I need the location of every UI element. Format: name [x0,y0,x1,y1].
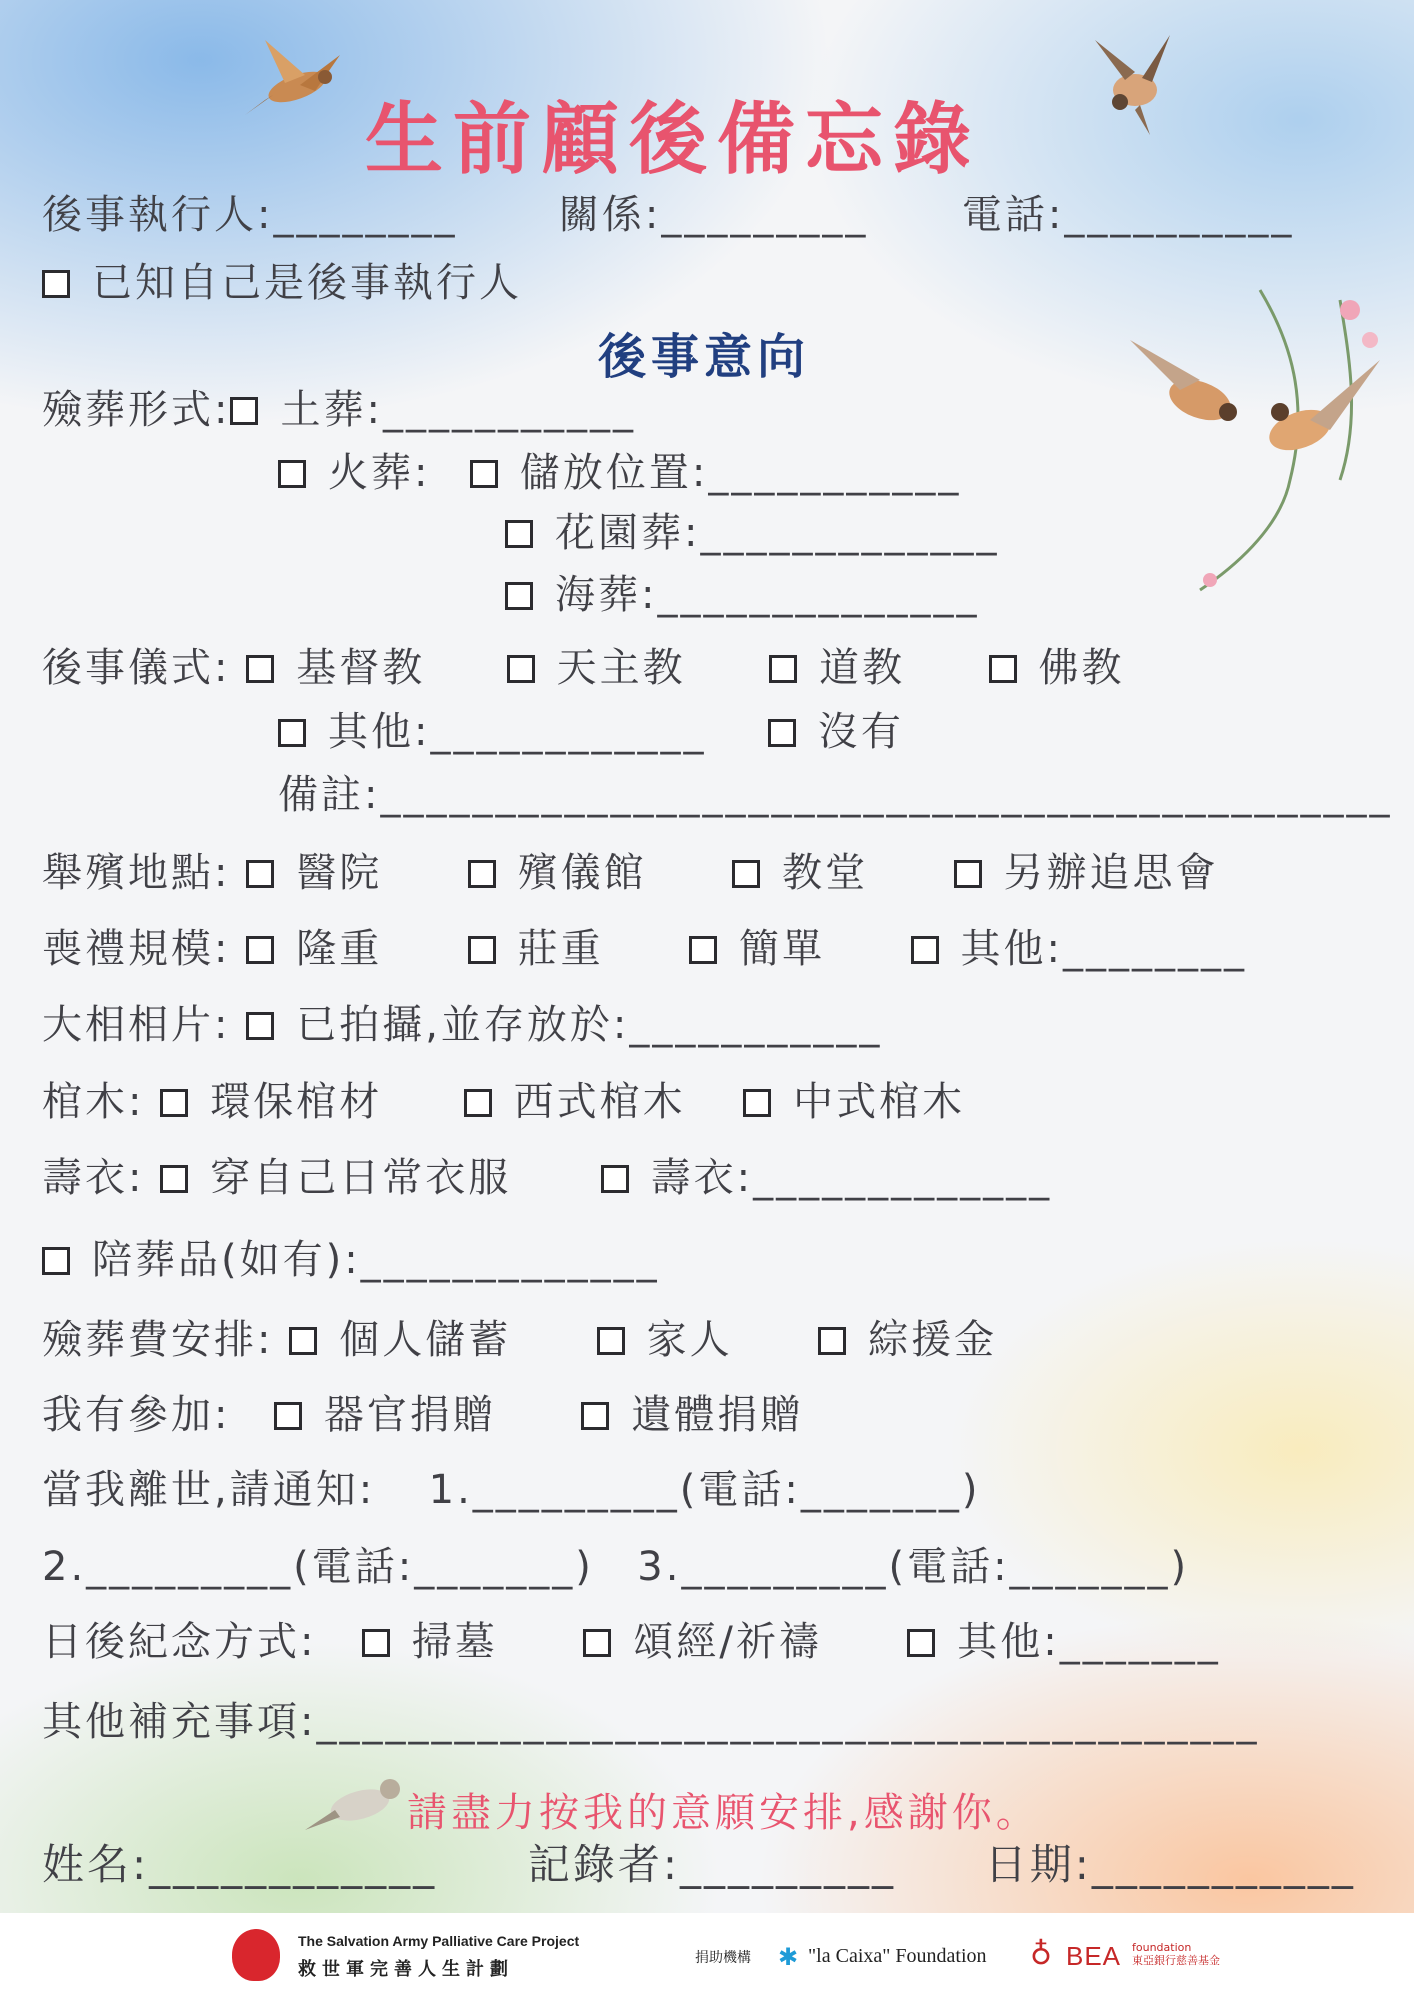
storage-field[interactable]: 儲放位置:___________ [519,450,962,496]
hospital-checkbox[interactable] [246,860,274,888]
birds-and-flowers-illustration [1110,280,1410,600]
coffin-row [42,1077,965,1127]
chinese-coffin-checkbox[interactable] [743,1089,771,1117]
christian-checkbox[interactable] [246,655,274,683]
catholic-label: 天主教 [556,645,686,691]
notify-contact-3[interactable]: 3._________(電話:_______) [637,1544,1190,1590]
memorial-service-label: 另辦追思會 [1003,850,1219,896]
grave-goods-row [42,1235,660,1285]
signature-row [42,1840,1356,1890]
ceremony-remark-row [278,770,1392,820]
flying-bird-right-illustration [1080,30,1180,140]
executor-row [42,190,1294,240]
prayer-label: 頌經/祈禱 [633,1619,822,1665]
cremation-row [278,448,961,498]
storage-checkbox[interactable] [470,460,498,488]
church-label: 教堂 [782,850,869,896]
taoist-label: 道教 [819,645,906,691]
notify-row [42,1465,981,1515]
supplement-field[interactable]: 其他補充事項:_________________________________________ [42,1699,1260,1745]
org-name-en: The Salvation Army Palliative Care Project [298,1933,580,1949]
grave-goods-checkbox[interactable] [42,1247,70,1275]
ceremony-none-label: 沒有 [817,709,904,755]
recorder-field[interactable]: 記錄者:_________ [527,1840,897,1889]
flying-bird-left-illustration [245,25,350,125]
notify-contact-1[interactable]: 1._________(電話:_______) [428,1467,981,1513]
venue-label: 舉殯地點: [42,850,231,896]
executor-aware-label: 已知自己是後事執行人 [92,260,522,306]
la-caixa-foundation-logo: "la Caixa" Foundation [808,1945,987,1967]
executor-aware-row [42,258,522,308]
ceremony-row [42,643,1125,693]
ceremony-none-checkbox[interactable] [768,719,796,747]
small-bird-illustration [305,1765,415,1835]
savings-label: 個人儲蓄 [339,1317,512,1363]
executor-field[interactable]: 後事執行人:________ [42,192,458,238]
own-clothes-checkbox[interactable] [160,1165,188,1193]
memorial-other-checkbox[interactable] [907,1629,935,1657]
garden-burial-field[interactable]: 花園葬:_____________ [555,510,1000,556]
bea-foundation-en: foundation [1132,1941,1192,1954]
bea-foundation-zh: 東亞銀行慈善基金 [1132,1954,1220,1967]
solemn-checkbox[interactable] [468,936,496,964]
executor-aware-checkbox[interactable] [42,270,70,298]
solemn-label: 莊重 [517,926,604,972]
donation-row [42,1390,803,1440]
phone-field[interactable]: 電話:__________ [961,192,1295,238]
portrait-label: 大相相片: [42,1002,231,1048]
supplement-row [42,1697,1259,1747]
shroud-checkbox[interactable] [601,1165,629,1193]
organ-donation-label: 器官捐贈 [323,1392,496,1438]
earth-burial-checkbox[interactable] [230,397,258,425]
buddhist-checkbox[interactable] [989,655,1017,683]
buddhist-label: 佛教 [1038,645,1125,691]
simple-checkbox[interactable] [689,936,717,964]
eco-coffin-checkbox[interactable] [160,1089,188,1117]
taoist-checkbox[interactable] [769,655,797,683]
ceremony-other-row [278,707,904,757]
tomb-sweeping-label: 掃墓 [411,1619,498,1665]
body-donation-label: 遺體捐贈 [631,1392,804,1438]
sea-burial-checkbox[interactable] [505,582,533,610]
own-clothes-label: 穿自己日常衣服 [210,1155,512,1201]
eco-coffin-label: 環保棺材 [210,1079,383,1125]
scale-row [42,924,1247,974]
cssa-label: 綜援金 [868,1317,998,1363]
donation-label: 我有參加: [42,1392,231,1438]
western-coffin-label: 西式棺木 [513,1079,686,1125]
body-donation-checkbox[interactable] [581,1402,609,1430]
venue-row [42,848,1219,898]
notify-row-2 [42,1542,1189,1592]
funeral-home-checkbox[interactable] [468,860,496,888]
savings-checkbox[interactable] [289,1327,317,1355]
org-name-zh: 救世軍完善人生計劃 [298,1959,514,1980]
memorial-other-field[interactable]: 其他:_______ [957,1619,1221,1665]
grand-checkbox[interactable] [246,936,274,964]
scale-other-field[interactable]: 其他:________ [960,926,1247,972]
name-field[interactable]: 姓名:____________ [42,1840,438,1889]
portrait-field[interactable]: 已拍攝,並存放於:___________ [296,1002,883,1048]
grand-label: 隆重 [296,926,383,972]
coffin-label: 棺木: [42,1079,145,1125]
memorial-method-row [42,1617,1221,1667]
date-field[interactable]: 日期:___________ [984,1840,1356,1889]
ceremony-other-checkbox[interactable] [278,719,306,747]
simple-label: 簡單 [739,926,826,972]
family-checkbox[interactable] [597,1327,625,1355]
donor-label: 捐助機構 [695,1950,751,1966]
closing-message: 請盡力按我的意願安排,感謝你。 [407,1790,1040,1836]
christian-label: 基督教 [296,645,426,691]
garment-row [42,1153,1052,1203]
portrait-row [42,1000,882,1050]
memorial-method-label: 日後紀念方式: [42,1619,317,1665]
church-checkbox[interactable] [732,860,760,888]
salvation-army-shield-icon [232,1929,280,1981]
cremation-label: 火葬: [328,450,431,496]
garden-burial-checkbox[interactable] [505,520,533,548]
garden-burial-row [505,508,999,558]
bea-logo: BEA [1066,1941,1122,1971]
ceremony-label: 後事儀式: [42,645,231,691]
grave-goods-field[interactable]: 陪葬品(如有):_____________ [92,1237,660,1283]
sea-burial-row [505,570,979,620]
burial-row [42,385,636,435]
family-label: 家人 [646,1317,733,1363]
notify-label: 當我離世,請通知: [42,1467,376,1513]
sea-burial-field[interactable]: 海葬:______________ [555,572,980,618]
memorial-service-checkbox[interactable] [954,860,982,888]
portrait-checkbox[interactable] [246,1012,274,1040]
garment-label: 壽衣: [42,1155,145,1201]
scale-label: 喪禮規模: [42,926,231,972]
scale-other-checkbox[interactable] [911,936,939,964]
catholic-checkbox[interactable] [507,655,535,683]
page-title: 生前顧後備忘錄 [365,95,982,186]
ceremony-other-field[interactable]: 其他:____________ [328,709,707,755]
chinese-coffin-label: 中式棺木 [793,1079,966,1125]
prayer-checkbox[interactable] [583,1629,611,1657]
cssa-checkbox[interactable] [818,1327,846,1355]
shroud-field[interactable]: 壽衣:_____________ [650,1155,1053,1201]
relation-field[interactable]: 關係:_________ [558,192,869,238]
ceremony-remark-field[interactable]: 備註:____________________________________________ [278,772,1393,818]
bea-emblem-icon: ♁ [1030,1937,1052,1972]
notify-contact-2[interactable]: 2._________(電話:_______) [42,1544,594,1590]
organ-donation-checkbox[interactable] [274,1402,302,1430]
footer [0,1913,1414,2000]
funeral-home-label: 殯儀館 [517,850,647,896]
cremation-checkbox[interactable] [278,460,306,488]
bea-foundation-subtitle [1132,1941,1220,1967]
western-coffin-checkbox[interactable] [464,1089,492,1117]
tomb-sweeping-checkbox[interactable] [362,1629,390,1657]
cost-row [42,1315,997,1365]
la-caixa-star-icon: ✱ [778,1943,799,1971]
hospital-label: 醫院 [296,850,383,896]
earth-burial-field[interactable]: 土葬:___________ [280,387,636,433]
section-title: 後事意向 [598,329,811,385]
cost-label: 殮葬費安排: [42,1317,274,1363]
burial-label: 殮葬形式: [42,387,231,433]
